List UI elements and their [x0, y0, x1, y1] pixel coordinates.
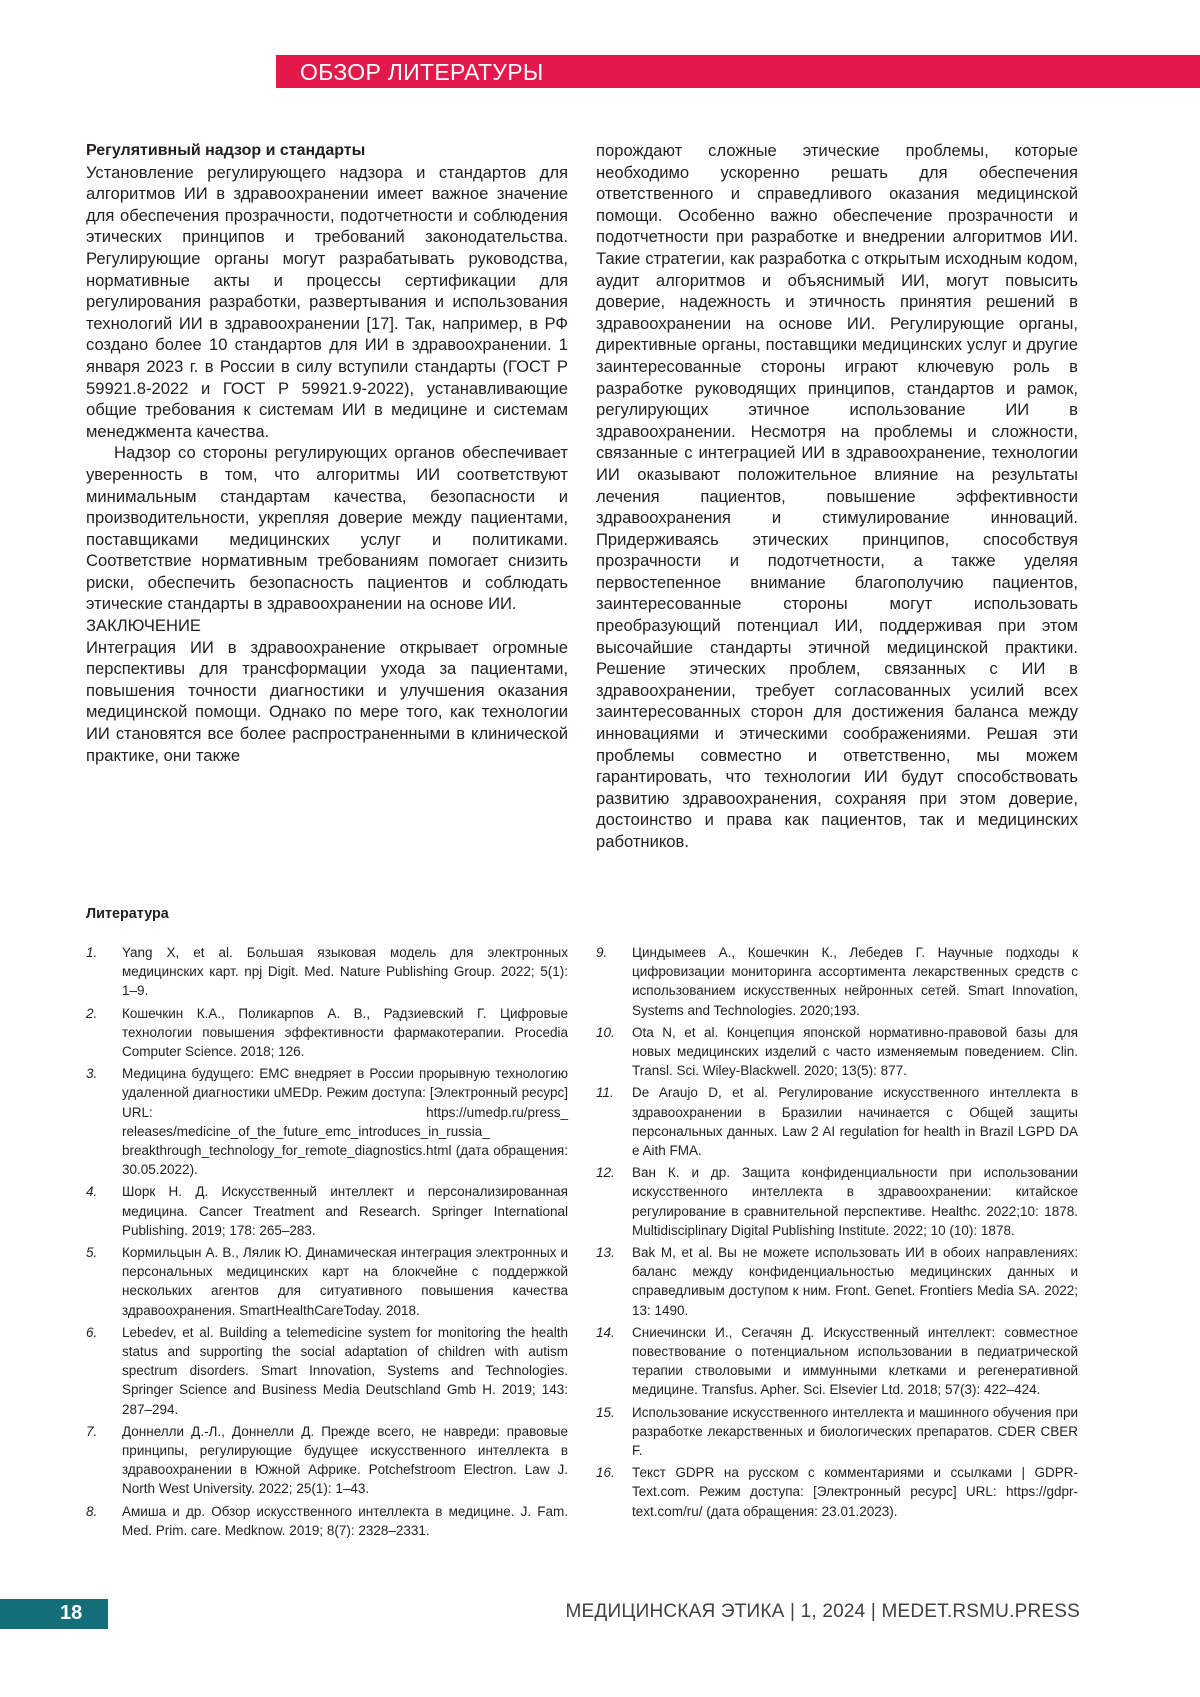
reference-number: 3. — [86, 1066, 98, 1082]
reference-item — [86, 1502, 568, 1540]
reference-text: Медицина будущего: ЕМС внедряет в России прорывную технологию удаленной диагностики uMEDp. Режим доступа: [Электронный ресурс] URL: https://umedp.ru/press_ releases/medicine_of_the_future_emc_introduces_in_russia_ breakthrough_technology_for_remote_diagnostics.html (дата обращения: 30.05.2022). — [122, 1066, 568, 1178]
reference-item — [596, 1243, 1078, 1320]
reference-text: Yang X, et al. Большая языковая модель для электронных медицинских карт. npj Digit. Med. Nature Publishing Group. 2022; 5(1): 1–9. — [122, 945, 568, 999]
subsection-heading: Регулятивный надзор и стандарты — [86, 142, 366, 159]
reference-item — [596, 943, 1078, 1020]
reference-number: 13. — [596, 1245, 615, 1261]
reference-text: Кошечкин К.А., Поликарпов А. В., Радзиевский Г. Цифровые технологии повышения эффективности фармакотерапии. Procedia Computer Science. 2018; 126. — [122, 1005, 568, 1060]
reference-item — [596, 1463, 1078, 1521]
reference-number: 6. — [86, 1324, 98, 1340]
paragraph: порождают сложные этические проблемы, которые необходимо ускоренно решать для обеспечения ответственного и справедливого оказания медицинской помощи. Особенно важно обеспечение прозрачности и подотчетности при разработке и внедрении алгоритмов ИИ. Такие стратегии, как разработка с открытым исходным кодом, аудит алгоритмов и объяснимый ИИ, могут повысить доверие, надежность и этичность принятия решений в здравоохранении на основе ИИ. Регулирующие органы, директивные органы, поставщики медицинских услуг и другие заинтересованные стороны играют ключевую роль в разработке руководящих принципов, стандартов и рамок, регулирующих этичное использование ИИ в здравоохранении. Несмотря на проблемы и сложности, связанные с интеграцией ИИ в здравоохранение, технологии ИИ оказывают положительное влияние на результаты лечения пациентов, повышение эффективности здравоохранения и стимулирование инноваций. Придерживаясь этических принципов, способствуя прозрачности и подотчетности, а также уделяя первостепенное внимание благополучию пациентов, заинтересованные стороны могут использовать преобразующий потенциал ИИ, поддерживая при этом высочайшие стандарты этичной медицинской практики. Решение этических проблем, связанных с ИИ в здравоохранении, требует согласованных усилий всех заинтересованных сторон для достижения баланса между инновациями и этическими соображениями. Решая эти проблемы совместно и ответственно, мы можем гарантировать, что технологии ИИ будут способствовать развитию здравоохранения, сохраняя при этом доверие, достоинство и права как пациентов, так и медицинских работников. — [596, 141, 1078, 851]
page-number-box — [0, 1599, 108, 1629]
reference-text: Циндымеев А., Кошечкин К., Лебедев Г. Научные подходы к цифровизации мониторинга ассортимента лекарственных средств с использованием искусственных нейронных сетей. Smart Innovation, Systems and Technologies. 2020;193. — [632, 945, 1078, 1018]
references-list-left — [86, 943, 568, 1543]
paragraph: Надзор со стороны регулирующих органов обеспечивает уверенность в том, что алгоритмы ИИ соответствуют минимальным стандартам качества, безопасности и производительности, укрепляя доверие между пациентами, поставщиками медицинских услуг и политиками. Соответствие нормативным требованиям помогает снизить риски, обеспечить безопасность пациентов и соблюдать этические стандарты в здравоохранении на основе ИИ. — [86, 443, 568, 614]
reference-item — [596, 1323, 1078, 1400]
paragraph: Интеграция ИИ в здравоохранение открывает огромные перспективы для трансформации ухода за пациентами, повышения точности диагностики и улучшения оказания медицинской помощи. Однако по мере того, как технологии ИИ становятся все более распространенными в клинической практике, они также — [86, 637, 568, 765]
reference-number: 4. — [86, 1184, 98, 1200]
reference-number: 11. — [596, 1085, 614, 1101]
reference-item — [86, 1243, 568, 1320]
reference-text: Ван К. и др. Защита конфиденциальности при использовании искусственного интеллекта в здравоохранении: китайское регулирование в сравнительной перспективе. Healthc. 2022;10: 1878. Multidisciplinary Digital Publishing Institute. 2022; 10 (10): 1878. — [632, 1165, 1078, 1238]
reference-text: Bak M, et al. Вы не можете использовать ИИ в обоих направлениях: баланс между конфиденциальностью медицинских данных и справедливым доступом к ним. Front. Genet. Frontiers Media SA. 2022; 13: 1490. — [632, 1245, 1078, 1318]
section-title: ОБЗОР ЛИТЕРАТУРЫ — [300, 59, 544, 85]
section-banner — [276, 55, 1200, 88]
reference-item — [86, 1004, 568, 1062]
reference-number: 7. — [86, 1423, 98, 1439]
reference-text: Ota N, et al. Концепция японской нормативно-правовой базы для новых медицинских изделий с часто изменяемым поведением. Clin. Transl. Sci. Wiley-Blackwell. 2020; 13(5): 877. — [632, 1024, 1078, 1079]
paragraph: Установление регулирующего надзора и стандартов для алгоритмов ИИ в здравоохранении имеет важное значение для обеспечения прозрачности, подотчетности и соблюдения этических принципов и требований законодательства. Регулирующие органы могут разрабатывать руководства, нормативные акты и процессы сертификации для регулирования разработки, развертывания и использования технологий ИИ в здравоохранении [17]. Так, например, в РФ создано более 10 стандартов для ИИ в здравоохранении. 1 января 2023 г. в России в силу вступили стандарты (ГОСТ Р 59921.8-2022 и ГОСТ Р 59921.9-2022), устанавливающие общие требования к системам ИИ в медицине и системам менеджмента качества. — [86, 162, 568, 441]
reference-number: 2. — [86, 1005, 98, 1021]
reference-text: De Araujo D, et al. Регулирование искусственного интеллекта в здравоохранении в Бразилии начинается с Общей защиты персональных данных. Law 2 AI regulation for health in Brazil LGPD DA e Aith FMA. — [632, 1085, 1078, 1159]
journal-footer: МЕДИЦИНСКАЯ ЭТИКА | 1, 2024 | MEDET.RSMU.PRESS — [565, 1601, 1080, 1622]
references-list-right — [596, 943, 1078, 1524]
reference-text: Lebedev, et al. Building a telemedicine system for monitoring the health status and supporting the social adaptation of children with autism spectrum disorders. Smart Innovation, Systems and Technologies. Springer Science and Business Media Deutschland Gmb H. 2019; 143: 287–294. — [122, 1324, 568, 1417]
reference-number: 8. — [86, 1503, 98, 1519]
references-heading: Литература — [86, 906, 169, 922]
reference-item — [596, 1083, 1078, 1160]
reference-number: 15. — [596, 1404, 615, 1420]
reference-item — [86, 1064, 568, 1179]
reference-item — [596, 1403, 1078, 1461]
reference-number: 1. — [86, 945, 98, 960]
body-column-left — [86, 140, 568, 766]
reference-number: 5. — [86, 1245, 98, 1261]
reference-item — [596, 1163, 1078, 1240]
reference-number: 12. — [596, 1165, 615, 1181]
reference-text: Текст GDPR на русском с комментариями и ссылками | GDPR-Text.com. Режим доступа: [Электронный ресурс] URL: https://gdpr-text.com/ru/ (дата обращения: 23.01.2023). — [632, 1465, 1078, 1519]
reference-text: Амиша и др. Обзор искусственного интеллекта в медицине. J. Fam. Med. Prim. care. Medknow. 2019; 8(7): 2328–2331. — [122, 1503, 568, 1538]
reference-number: 10. — [596, 1024, 615, 1040]
reference-number: 9. — [596, 945, 608, 960]
reference-item — [86, 1422, 568, 1499]
reference-item — [86, 943, 568, 1001]
reference-item — [596, 1023, 1078, 1081]
reference-item — [86, 1182, 568, 1240]
conclusion-heading: ЗАКЛЮЧЕНИЕ — [86, 616, 201, 636]
reference-text: Шорк Н. Д. Искусственный интеллект и персонализированная медицина. Cancer Treatment and Research. Springer International Publishing. 2019; 178: 265–283. — [122, 1184, 568, 1238]
page-number: 18 — [60, 1602, 83, 1624]
reference-text: Кормильцын А. В., Лялик Ю. Динамическая интеграция электронных и персональных медицинских карт на блокчейне с поддержкой нескольких агентов для ситуативного повышения качества здравоохранения. SmartHealthCareToday. 2018. — [122, 1245, 568, 1318]
reference-text: Доннелли Д.-Л., Доннелли Д. Прежде всего, не навреди: правовые принципы, регулирующие будущее искусственного интеллекта в здравоохранении в Южной Африке. Potchefstroom Electron. Law J. North West University. 2022; 25(1): 1–43. — [122, 1423, 568, 1497]
reference-number: 14. — [596, 1324, 615, 1340]
reference-text: Использование искусственного интеллекта и машинного обучения при разработке лекарственных и биологических препаратов. CDER CBER F. — [632, 1404, 1078, 1459]
reference-text: Сниечински И., Сегачян Д. Искусственный интеллект: совместное повествование о потенциальном использовании в педиатрической терапии стволовыми и иммунными клетками и регенеративной медицине. Transfus. Apher. Sci. Elsevier Ltd. 2018; 57(3): 422–424. — [632, 1324, 1078, 1398]
body-column-right — [596, 140, 1078, 853]
reference-item — [86, 1323, 568, 1419]
reference-number: 16. — [596, 1465, 615, 1481]
